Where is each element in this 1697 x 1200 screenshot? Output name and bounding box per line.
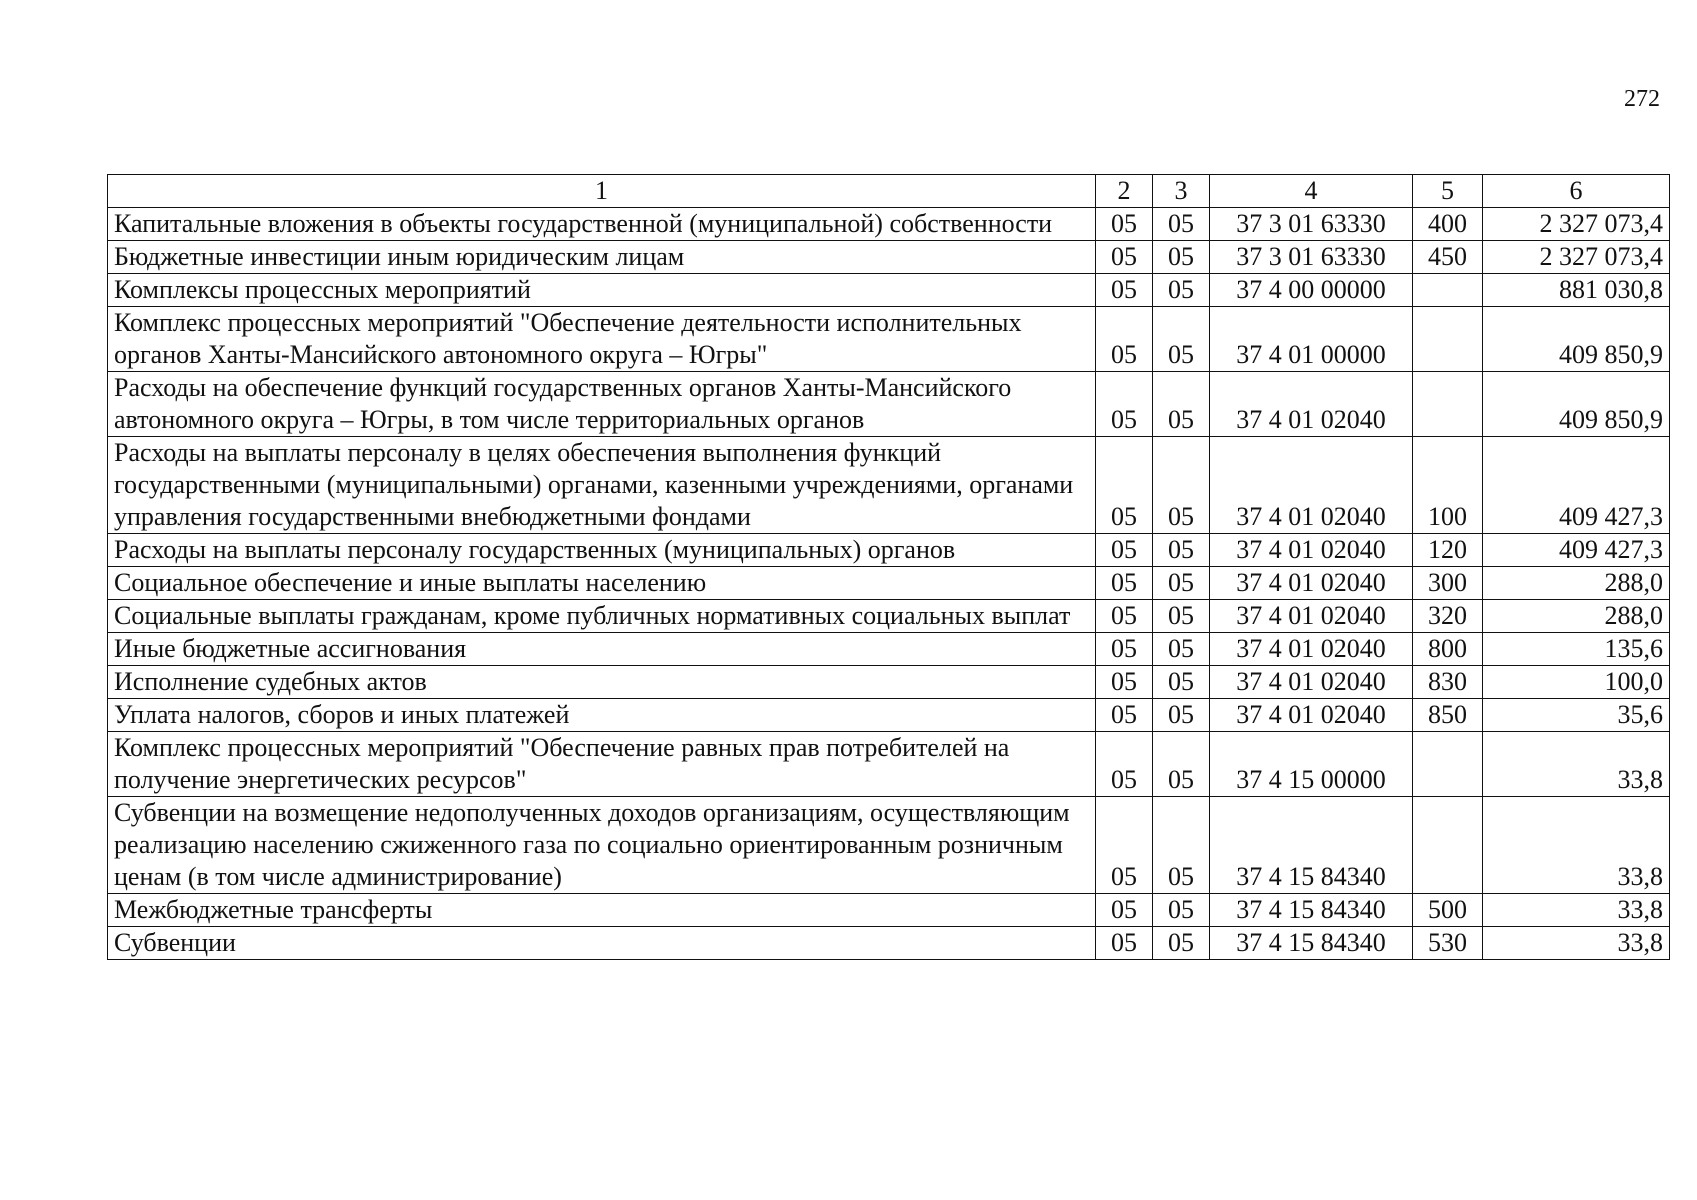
table-row xyxy=(108,699,1670,732)
row-amount-cell: 288,0 xyxy=(1483,567,1670,600)
row-name-cell: Уплата налогов, сборов и иных платежей xyxy=(108,699,1096,732)
row-target-code-cell: 37 3 01 63330 xyxy=(1210,208,1413,241)
row-expense-type-cell: 850 xyxy=(1413,699,1483,732)
row-amount-cell: 35,6 xyxy=(1483,699,1670,732)
row-section-cell: 05 xyxy=(1096,894,1153,927)
row-expense-type-cell: 800 xyxy=(1413,633,1483,666)
row-name-cell: Бюджетные инвестиции иным юридическим лицам xyxy=(108,241,1096,274)
table-row xyxy=(108,666,1670,699)
row-expense-type-cell: 400 xyxy=(1413,208,1483,241)
row-amount-cell: 33,8 xyxy=(1483,927,1670,960)
row-target-code-cell: 37 4 01 02040 xyxy=(1210,534,1413,567)
row-expense-type-cell: 450 xyxy=(1413,241,1483,274)
row-amount-cell: 409 850,9 xyxy=(1483,307,1670,372)
header-row xyxy=(108,175,1670,208)
table-row xyxy=(108,534,1670,567)
row-amount-cell: 409 427,3 xyxy=(1483,534,1670,567)
row-subsection-cell: 05 xyxy=(1153,927,1210,960)
row-expense-type-cell: 100 xyxy=(1413,437,1483,534)
table-row xyxy=(108,600,1670,633)
header-col-6: 6 xyxy=(1483,175,1670,208)
row-name-cell: Субвенции xyxy=(108,927,1096,960)
row-name-cell: Иные бюджетные ассигнования xyxy=(108,633,1096,666)
row-name-cell: Капитальные вложения в объекты государственной (муниципальной) собственности xyxy=(108,208,1096,241)
row-subsection-cell: 05 xyxy=(1153,208,1210,241)
row-target-code-cell: 37 4 01 02040 xyxy=(1210,437,1413,534)
row-name-cell: Расходы на выплаты персоналу государственных (муниципальных) органов xyxy=(108,534,1096,567)
row-section-cell: 05 xyxy=(1096,437,1153,534)
row-subsection-cell: 05 xyxy=(1153,567,1210,600)
row-section-cell: 05 xyxy=(1096,699,1153,732)
row-amount-cell: 288,0 xyxy=(1483,600,1670,633)
row-amount-cell: 33,8 xyxy=(1483,797,1670,894)
row-expense-type-cell xyxy=(1413,732,1483,797)
table-row xyxy=(108,797,1670,894)
row-subsection-cell: 05 xyxy=(1153,534,1210,567)
row-name-cell: Социальные выплаты гражданам, кроме публичных нормативных социальных выплат xyxy=(108,600,1096,633)
budget-table xyxy=(107,174,1670,960)
row-target-code-cell: 37 4 01 02040 xyxy=(1210,699,1413,732)
row-amount-cell: 2 327 073,4 xyxy=(1483,208,1670,241)
row-subsection-cell: 05 xyxy=(1153,437,1210,534)
row-target-code-cell: 37 4 00 00000 xyxy=(1210,274,1413,307)
table-row xyxy=(108,208,1670,241)
row-amount-cell: 409 850,9 xyxy=(1483,372,1670,437)
table-header xyxy=(108,175,1670,208)
row-expense-type-cell: 120 xyxy=(1413,534,1483,567)
table-row xyxy=(108,372,1670,437)
row-target-code-cell: 37 4 01 02040 xyxy=(1210,567,1413,600)
table-row xyxy=(108,633,1670,666)
row-section-cell: 05 xyxy=(1096,927,1153,960)
row-subsection-cell: 05 xyxy=(1153,600,1210,633)
table-row xyxy=(108,894,1670,927)
row-name-cell: Исполнение судебных актов xyxy=(108,666,1096,699)
row-amount-cell: 33,8 xyxy=(1483,894,1670,927)
table-row xyxy=(108,927,1670,960)
row-subsection-cell: 05 xyxy=(1153,699,1210,732)
row-name-cell: Расходы на обеспечение функций государственных органов Ханты-Мансийского автономного округа – Югры, в том числе территориальных органов xyxy=(108,372,1096,437)
row-section-cell: 05 xyxy=(1096,666,1153,699)
row-target-code-cell: 37 4 01 00000 xyxy=(1210,307,1413,372)
row-section-cell: 05 xyxy=(1096,534,1153,567)
row-name-cell: Расходы на выплаты персоналу в целях обеспечения выполнения функций государственными (муниципальными) органами, казенными учреждениями, органами управления государственными внебюджетными фондами xyxy=(108,437,1096,534)
row-section-cell: 05 xyxy=(1096,600,1153,633)
row-name-cell: Межбюджетные трансферты xyxy=(108,894,1096,927)
row-amount-cell: 409 427,3 xyxy=(1483,437,1670,534)
row-expense-type-cell xyxy=(1413,307,1483,372)
row-subsection-cell: 05 xyxy=(1153,307,1210,372)
row-target-code-cell: 37 3 01 63330 xyxy=(1210,241,1413,274)
row-name-cell: Субвенции на возмещение недополученных доходов организациям, осуществляющим реализацию населению сжиженного газа по социально ориентированным розничным ценам (в том числе администрирование) xyxy=(108,797,1096,894)
row-target-code-cell: 37 4 15 84340 xyxy=(1210,894,1413,927)
table-row xyxy=(108,732,1670,797)
row-expense-type-cell: 320 xyxy=(1413,600,1483,633)
row-target-code-cell: 37 4 15 84340 xyxy=(1210,797,1413,894)
row-subsection-cell: 05 xyxy=(1153,732,1210,797)
table-row xyxy=(108,274,1670,307)
row-subsection-cell: 05 xyxy=(1153,633,1210,666)
row-amount-cell: 2 327 073,4 xyxy=(1483,241,1670,274)
row-name-cell: Комплексы процессных мероприятий xyxy=(108,274,1096,307)
row-subsection-cell: 05 xyxy=(1153,372,1210,437)
row-section-cell: 05 xyxy=(1096,797,1153,894)
header-col-2: 2 xyxy=(1096,175,1153,208)
row-expense-type-cell xyxy=(1413,372,1483,437)
row-expense-type-cell xyxy=(1413,797,1483,894)
header-col-4: 4 xyxy=(1210,175,1413,208)
row-section-cell: 05 xyxy=(1096,633,1153,666)
row-target-code-cell: 37 4 15 00000 xyxy=(1210,732,1413,797)
row-section-cell: 05 xyxy=(1096,208,1153,241)
row-expense-type-cell xyxy=(1413,274,1483,307)
row-amount-cell: 881 030,8 xyxy=(1483,274,1670,307)
row-amount-cell: 33,8 xyxy=(1483,732,1670,797)
row-name-cell: Комплекс процессных мероприятий "Обеспечение равных прав потребителей на получение энергетических ресурсов" xyxy=(108,732,1096,797)
header-col-1: 1 xyxy=(108,175,1096,208)
table-body xyxy=(108,208,1670,960)
row-section-cell: 05 xyxy=(1096,567,1153,600)
row-subsection-cell: 05 xyxy=(1153,797,1210,894)
row-target-code-cell: 37 4 01 02040 xyxy=(1210,666,1413,699)
row-amount-cell: 135,6 xyxy=(1483,633,1670,666)
row-expense-type-cell: 500 xyxy=(1413,894,1483,927)
row-name-cell: Комплекс процессных мероприятий "Обеспечение деятельности исполнительных органов Ханты-Мансийского автономного округа – Югры" xyxy=(108,307,1096,372)
row-target-code-cell: 37 4 01 02040 xyxy=(1210,372,1413,437)
row-section-cell: 05 xyxy=(1096,307,1153,372)
table-row xyxy=(108,307,1670,372)
row-subsection-cell: 05 xyxy=(1153,241,1210,274)
row-expense-type-cell: 830 xyxy=(1413,666,1483,699)
row-section-cell: 05 xyxy=(1096,732,1153,797)
row-target-code-cell: 37 4 01 02040 xyxy=(1210,600,1413,633)
row-target-code-cell: 37 4 01 02040 xyxy=(1210,633,1413,666)
header-col-5: 5 xyxy=(1413,175,1483,208)
row-subsection-cell: 05 xyxy=(1153,894,1210,927)
row-subsection-cell: 05 xyxy=(1153,666,1210,699)
row-name-cell: Социальное обеспечение и иные выплаты населению xyxy=(108,567,1096,600)
row-section-cell: 05 xyxy=(1096,274,1153,307)
row-amount-cell: 100,0 xyxy=(1483,666,1670,699)
row-section-cell: 05 xyxy=(1096,241,1153,274)
row-target-code-cell: 37 4 15 84340 xyxy=(1210,927,1413,960)
row-expense-type-cell: 300 xyxy=(1413,567,1483,600)
header-col-3: 3 xyxy=(1153,175,1210,208)
table-row xyxy=(108,241,1670,274)
row-subsection-cell: 05 xyxy=(1153,274,1210,307)
row-expense-type-cell: 530 xyxy=(1413,927,1483,960)
row-section-cell: 05 xyxy=(1096,372,1153,437)
page-number: 272 xyxy=(1624,86,1660,112)
table-row xyxy=(108,567,1670,600)
table-row xyxy=(108,437,1670,534)
